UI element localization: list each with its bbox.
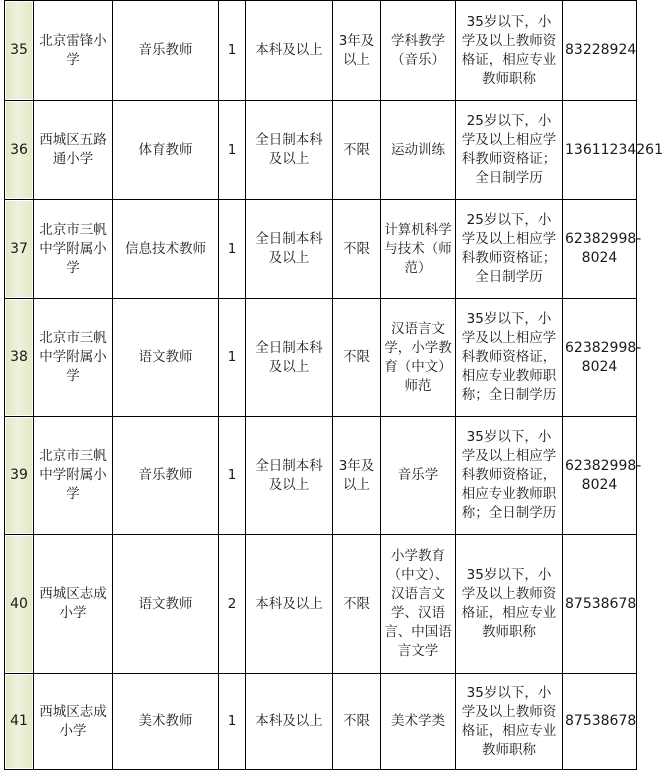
table-row [5,417,637,535]
contact-phone: 62382998-8024 [563,417,637,535]
headcount: 1 [219,200,246,299]
other-requirements: 35岁以下，小学及以上教师资格证，相应专业教师职称 [456,1,563,101]
position-title: 信息技术教师 [113,200,219,299]
contact-phone: 83228924 [563,1,637,101]
table-row [5,101,637,200]
major-requirement: 小学教育（中文）、汉语言文学、汉语言、中国语言文学 [381,535,456,674]
school-name: 西城区五路通小学 [34,101,113,200]
experience-requirement: 3年及以上 [333,417,381,535]
position-title: 音乐教师 [113,1,219,101]
education-requirement: 全日制本科及以上 [246,417,333,535]
headcount: 1 [219,1,246,101]
row-number: 38 [5,299,34,417]
headcount: 2 [219,535,246,674]
headcount: 1 [219,299,246,417]
major-requirement: 音乐学 [381,417,456,535]
major-requirement: 计算机科学与技术（师范） [381,200,456,299]
other-requirements: 35岁以下，小学及以上教师资格证，相应专业教师职称 [456,674,563,770]
position-title: 语文教师 [113,299,219,417]
major-requirement: 汉语言文学，小学教育（中文）师范 [381,299,456,417]
contact-phone: 62382998-8024 [563,299,637,417]
experience-requirement: 不限 [333,299,381,417]
other-requirements: 35岁以下，小学及以上相应学科教师资格证，相应专业教师职称；全日制学历 [456,417,563,535]
major-requirement: 学科教学（音乐） [381,1,456,101]
school-name: 西城区志成小学 [34,535,113,674]
education-requirement: 本科及以上 [246,1,333,101]
row-number: 37 [5,200,34,299]
education-requirement: 全日制本科及以上 [246,101,333,200]
school-name: 西城区志成小学 [34,674,113,770]
contact-phone: 87538678 [563,535,637,674]
experience-requirement: 不限 [333,200,381,299]
contact-phone: 62382998-8024 [563,200,637,299]
school-name: 北京雷锋小学 [34,1,113,101]
school-name: 北京市三帆中学附属小学 [34,299,113,417]
education-requirement: 本科及以上 [246,535,333,674]
headcount: 1 [219,674,246,770]
other-requirements: 25岁以下，小学及以上相应学科教师资格证；全日制学历 [456,200,563,299]
position-title: 语文教师 [113,535,219,674]
education-requirement: 全日制本科及以上 [246,299,333,417]
experience-requirement: 不限 [333,674,381,770]
school-name: 北京市三帆中学附属小学 [34,417,113,535]
headcount: 1 [219,101,246,200]
major-requirement: 美术学类 [381,674,456,770]
headcount: 1 [219,417,246,535]
table-row [5,535,637,674]
row-number: 39 [5,417,34,535]
row-number: 35 [5,1,34,101]
experience-requirement: 不限 [333,101,381,200]
position-title: 体育教师 [113,101,219,200]
education-requirement: 本科及以上 [246,674,333,770]
recruitment-table [4,0,663,770]
major-requirement: 运动训练 [381,101,456,200]
experience-requirement: 3年及以上 [333,1,381,101]
experience-requirement: 不限 [333,535,381,674]
table-row [5,200,637,299]
row-number: 41 [5,674,34,770]
position-title: 美术教师 [113,674,219,770]
table-row [5,1,637,101]
table-row [5,674,637,770]
row-number: 36 [5,101,34,200]
other-requirements: 25岁以下，小学及以上相应学科教师资格证；全日制学历 [456,101,563,200]
contact-phone: 87538678 [563,674,637,770]
table-row [5,299,637,417]
row-number: 40 [5,535,34,674]
education-requirement: 全日制本科及以上 [246,200,333,299]
other-requirements: 35岁以下，小学及以上相应学科教师资格证，相应专业教师职称；全日制学历 [456,299,563,417]
other-requirements: 35岁以下，小学及以上教师资格证，相应专业教师职称 [456,535,563,674]
school-name: 北京市三帆中学附属小学 [34,200,113,299]
contact-phone: 13611234261 [563,101,637,200]
position-title: 音乐教师 [113,417,219,535]
